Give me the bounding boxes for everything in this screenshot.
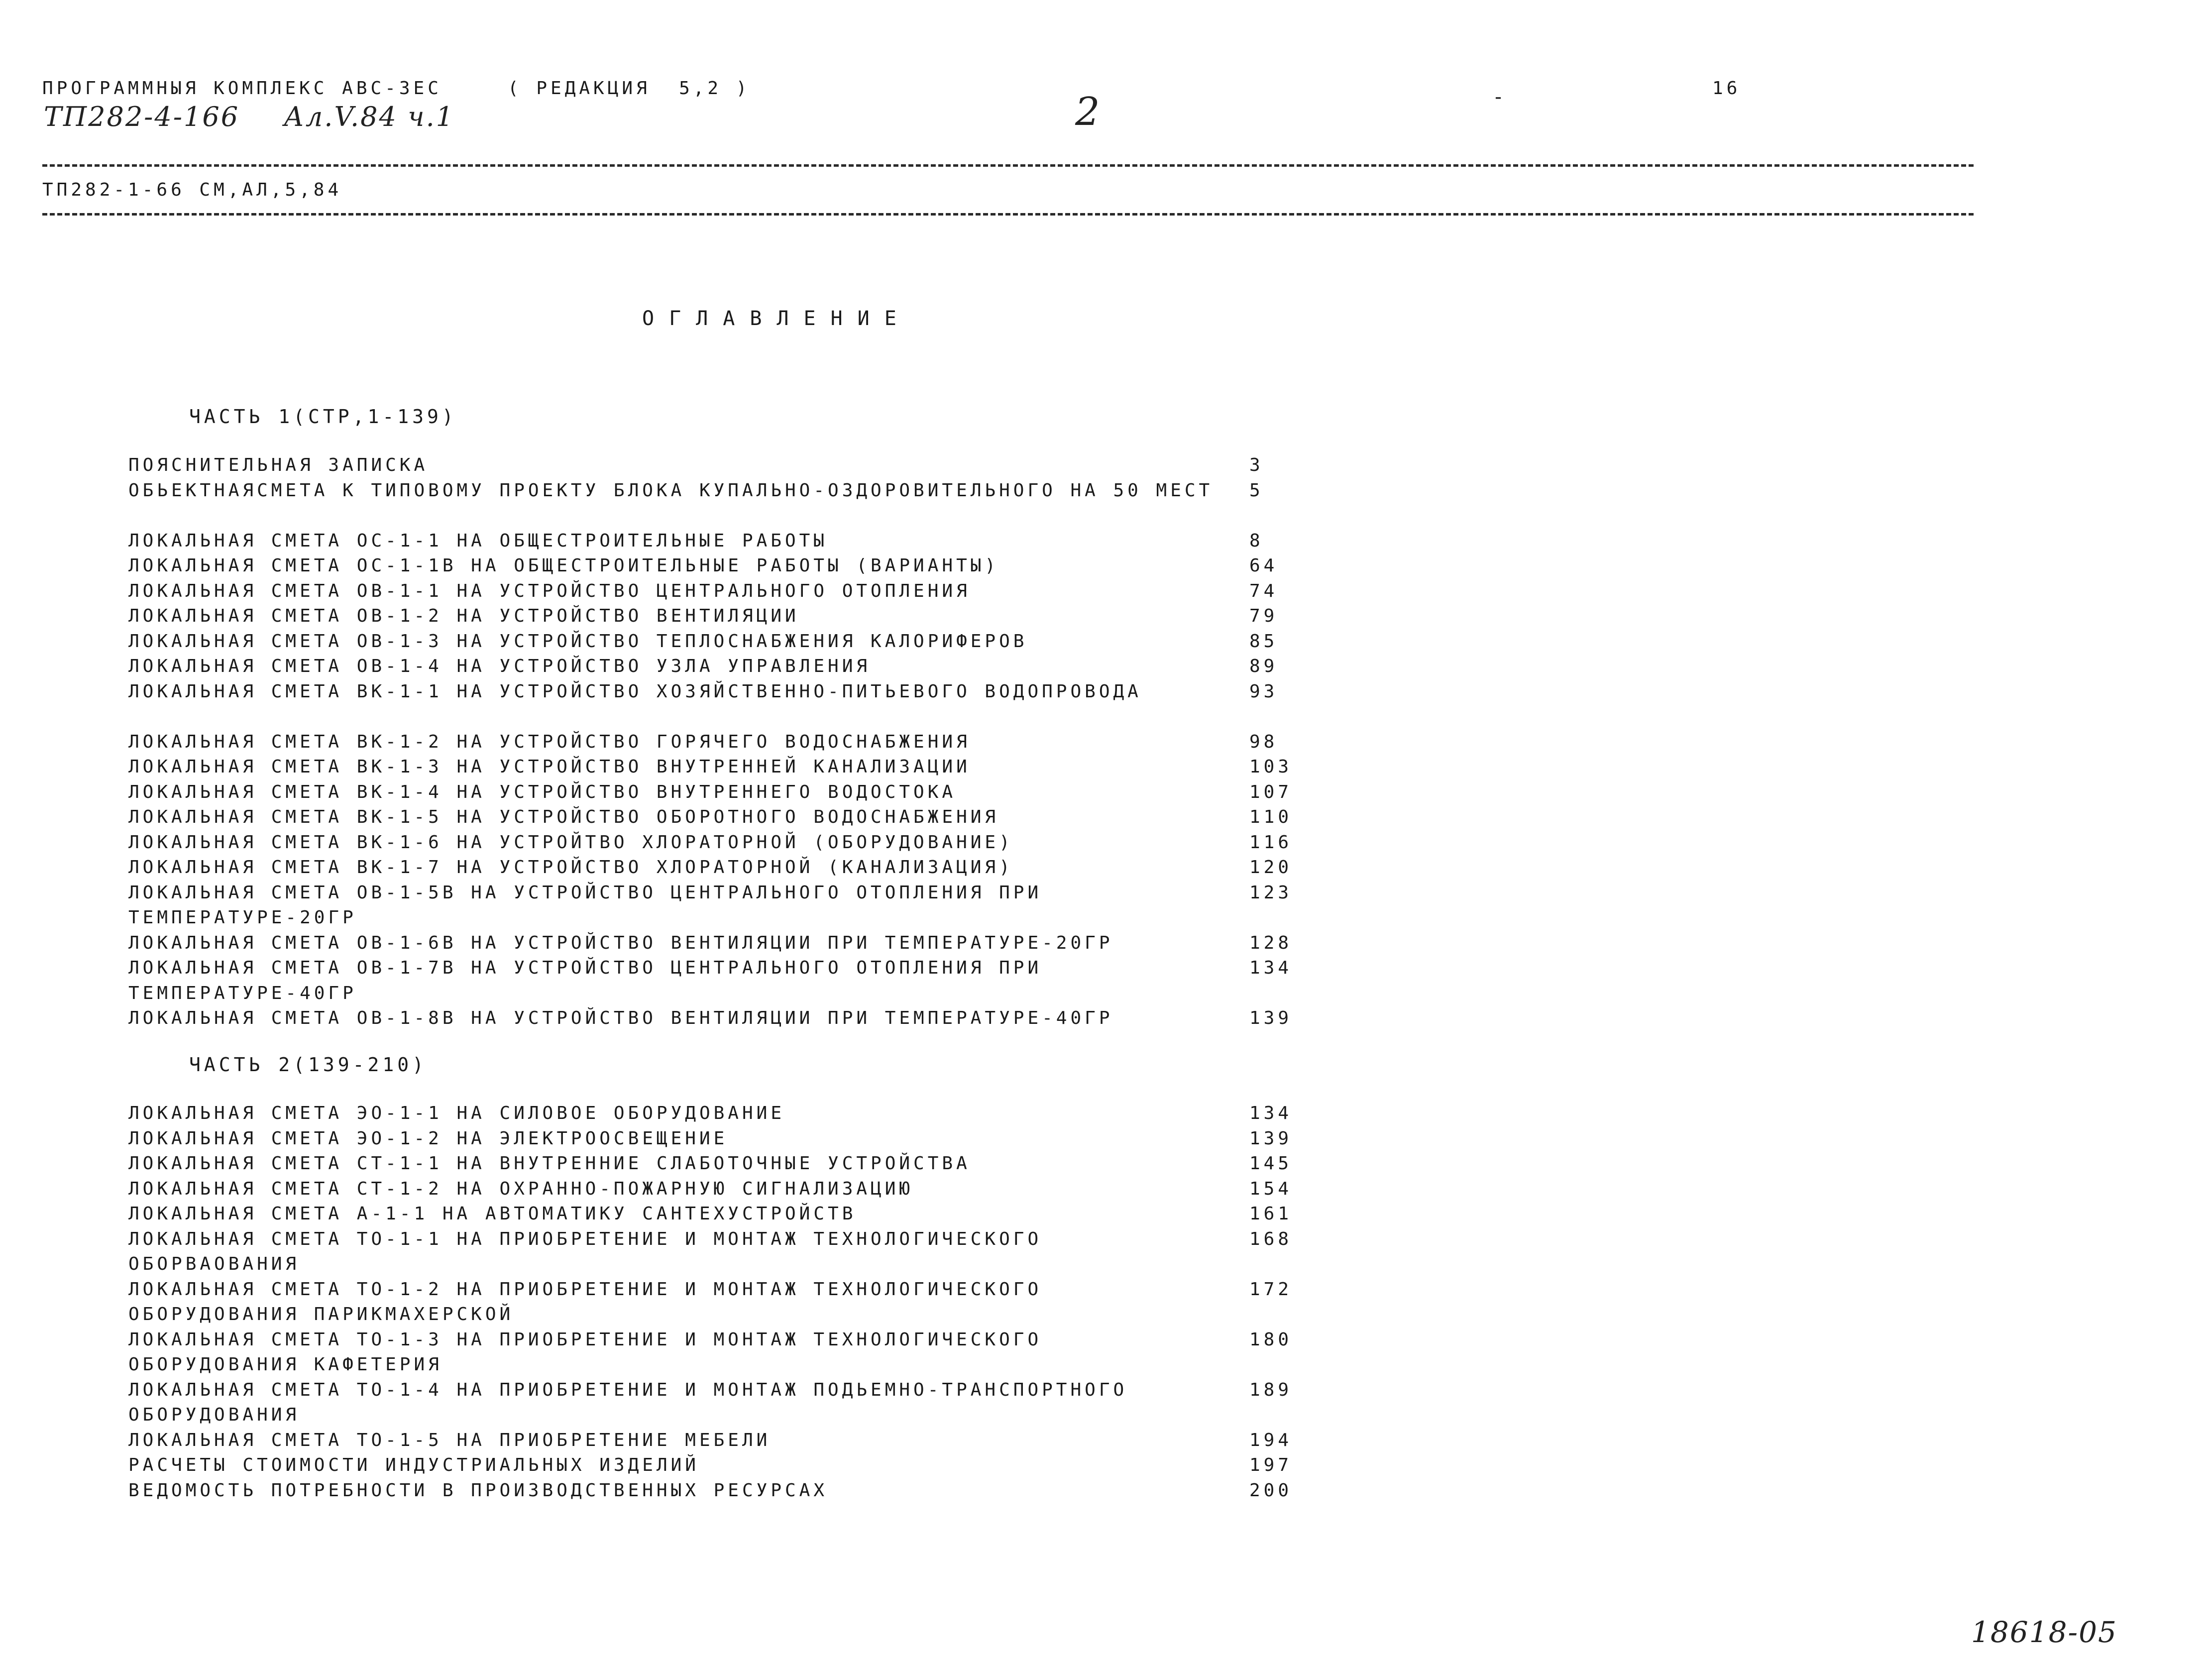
- toc-entry: [128, 629, 1323, 655]
- toc-entry-text: ЛОКАЛЬНАЯ СМЕТА ОС-1-1В НА ОБЩЕСТРОИТЕЛЬНЫЕ РАБОТЫ (ВАРИАНТЫ): [128, 555, 999, 576]
- toc-entry-page: 154: [1249, 1178, 1293, 1199]
- toc-entry: [128, 579, 1323, 604]
- toc-entry: [128, 1151, 1323, 1177]
- toc-entry-text: ЛОКАЛЬНАЯ СМЕТА ЭО-1-1 НА СИЛОВОЕ ОБОРУДОВАНИЕ: [128, 1103, 785, 1123]
- toc-entry-text: ЛОКАЛЬНАЯ СМЕТА ОВ-1-8В НА УСТРОЙСТВО ВЕНТИЛЯЦИИ ПРИ ТЕМПЕРАТУРЕ-40ГР: [128, 1008, 1113, 1028]
- toc-entry-text: ЛОКАЛЬНАЯ СМЕТА ВК-1-2 НА УСТРОЙСТВО ГОРЯЧЕГО ВОДОСНАБЖЕНИЯ: [128, 731, 971, 752]
- toc-entry-text: ЛОКАЛЬНАЯ СМЕТА ОВ-1-1 НА УСТРОЙСТВО ЦЕНТРАЛЬНОГО ОТОПЛЕНИЯ: [128, 580, 971, 601]
- toc-entry-page: 89: [1249, 656, 1278, 676]
- toc-entry-text: ЛОКАЛЬНАЯ СМЕТА А-1-1 НА АВТОМАТИКУ САНТЕХУСТРОЙСТВ: [128, 1204, 857, 1224]
- toc-entry-text: ЛОКАЛЬНАЯ СМЕТА ТО-1-1 НА ПРИОБРЕТЕНИЕ И МОНТАЖ ТЕХНОЛОГИЧЕСКОГО ОБОРВАОВАНИЯ: [128, 1228, 1042, 1274]
- toc-entry: [128, 453, 1323, 478]
- toc-entry-text: ЛОКАЛЬНАЯ СМЕТА ТО-1-4 НА ПРИОБРЕТЕНИЕ И МОНТАЖ ПОДЬЕМНО-ТРАНСПОРТНОГО ОБОРУДОВАНИЯ: [128, 1379, 1128, 1425]
- toc-entry: [128, 755, 1323, 780]
- toc-entry: [128, 780, 1323, 805]
- toc-entry-page: 134: [1249, 958, 1293, 978]
- toc-entry-text: ЛОКАЛЬНАЯ СМЕТА ВК-1-3 НА УСТРОЙСТВО ВНУТРЕННЕЙ КАНАЛИЗАЦИИ: [128, 757, 971, 777]
- toc-entry-text: ЛОКАЛЬНАЯ СМЕТА ЭО-1-2 НА ЭЛЕКТРООСВЕЩЕНИЕ: [128, 1128, 728, 1149]
- separator-rule-bottom: [42, 213, 1974, 216]
- toc-entry-page: 139: [1249, 1008, 1293, 1028]
- toc-entry-page: 98: [1249, 731, 1278, 752]
- part-2-heading: ЧАСТЬ 2(139-210): [189, 1054, 428, 1076]
- toc-entry-page: 85: [1249, 631, 1278, 652]
- toc-entry-page: 107: [1249, 781, 1293, 802]
- toc-entry: [128, 956, 1323, 1006]
- toc-entry: [128, 1202, 1323, 1227]
- toc-entry-text: ЛОКАЛЬНАЯ СМЕТА СТ-1-1 НА ВНУТРЕННИЕ СЛАБОТОЧНЫЕ УСТРОЙСТВА: [128, 1153, 971, 1174]
- toc-entry-text: ЛОКАЛЬНАЯ СМЕТА ВК-1-7 НА УСТРОЙСТВО ХЛОРАТОРНОЙ (КАНАЛИЗАЦИЯ): [128, 857, 1013, 878]
- toc-entry-text: ЛОКАЛЬНАЯ СМЕТА ОВ-1-5В НА УСТРОЙСТВО ЦЕНТРАЛЬНОГО ОТОПЛЕНИЯ ПРИ ТЕМПЕРАТУРЕ-20ГР: [128, 882, 1042, 928]
- toc-entry: [128, 604, 1323, 629]
- toc-entry: [128, 1006, 1323, 1031]
- toc-entry-page: 103: [1249, 757, 1293, 777]
- toc-entry-text: ЛОКАЛЬНАЯ СМЕТА ВК-1-1 НА УСТРОЙСТВО ХОЗЯЙСТВЕННО-ПИТЬЕВОГО ВОДОПРОВОДА: [128, 681, 1142, 702]
- toc-entry-page: 189: [1249, 1379, 1293, 1400]
- toc-entry-page: 161: [1249, 1204, 1293, 1224]
- toc-entry-text: ЛОКАЛЬНАЯ СМЕТА ОВ-1-4 НА УСТРОЙСТВО УЗЛА УПРАВЛЕНИЯ: [128, 656, 871, 676]
- toc-entry-page: 128: [1249, 932, 1293, 953]
- page-number: 16: [1712, 78, 1741, 99]
- toc-entry: [128, 881, 1323, 931]
- toc-entry-text: ЛОКАЛЬНАЯ СМЕТА ОВ-1-7В НА УСТРОЙСТВО ЦЕНТРАЛЬНОГО ОТОПЛЕНИЯ ПРИ ТЕМПЕРАТУРЕ-40ГР: [128, 958, 1042, 1003]
- handwritten-album-ref: Ал.V.84 ч.1: [284, 101, 455, 132]
- toc-entry-text: ЛОКАЛЬНАЯ СМЕТА ОВ-1-2 НА УСТРОЙСТВО ВЕНТИЛЯЦИИ: [128, 606, 799, 626]
- toc-title: ОГЛАВЛЕНИЕ: [642, 307, 911, 330]
- toc-entry-text: ОБЬЕКТНАЯСМЕТА К ТИПОВОМУ ПРОЕКТУ БЛОКА КУПАЛЬНО-ОЗДОРОВИТЕЛЬНОГО НА 50 МЕСТ: [128, 480, 1214, 501]
- toc-entry: [128, 1453, 1323, 1478]
- toc-entry-text: ЛОКАЛЬНАЯ СМЕТА ОВ-1-6В НА УСТРОЙСТВО ВЕНТИЛЯЦИИ ПРИ ТЕМПЕРАТУРЕ-20ГР: [128, 932, 1113, 953]
- toc-entry-page: 134: [1249, 1103, 1293, 1123]
- toc-entry-page: 64: [1249, 555, 1278, 576]
- toc-entry: [128, 553, 1323, 579]
- toc-entry: [128, 1101, 1323, 1126]
- toc-entry-page: 79: [1249, 606, 1278, 626]
- toc-entry-text: ЛОКАЛЬНАЯ СМЕТА ТО-1-3 НА ПРИОБРЕТЕНИЕ И МОНТАЖ ТЕХНОЛОГИЧЕСКОГО ОБОРУДОВАНИЯ КАФЕТЕРИЯ: [128, 1329, 1042, 1375]
- toc-entry-page: 3: [1249, 455, 1264, 475]
- toc-entry: [128, 931, 1323, 956]
- toc-entry-page: 123: [1249, 882, 1293, 903]
- handwritten-project-ref: ТП282-4-166: [44, 101, 240, 132]
- toc-entry-page: 8: [1249, 530, 1264, 551]
- dash-mark: -: [1492, 86, 1508, 109]
- toc-entry: [128, 1277, 1323, 1327]
- toc-entry-page: 145: [1249, 1153, 1293, 1174]
- toc-entry: [128, 1126, 1323, 1152]
- part-2-entries: [128, 1101, 1323, 1503]
- toc-entry-text: ВЕДОМОСТЬ ПОТРЕБНОСТИ В ПРОИЗВОДСТВЕННЫХ РЕСУРСАХ: [128, 1480, 828, 1501]
- program-title: ПРОГРАММНЫЯ КОМПЛЕКС АВС-3ЕС: [42, 78, 442, 99]
- edition-label: ( РЕДАКЦИЯ 5,2 ): [508, 78, 751, 99]
- toc-entry-page: 110: [1249, 807, 1293, 827]
- toc-entry-text: ЛОКАЛЬНАЯ СМЕТА СТ-1-2 НА ОХРАННО-ПОЖАРНУЮ СИГНАЛИЗАЦИЮ: [128, 1178, 914, 1199]
- toc-entry-page: 139: [1249, 1128, 1293, 1149]
- toc-entry: [128, 1478, 1323, 1504]
- toc-entry: [128, 1428, 1323, 1453]
- project-reference: ТП282-1-66 СМ,АЛ,5,84: [42, 180, 342, 200]
- toc-entry-text: ЛОКАЛЬНАЯ СМЕТА ОВ-1-3 НА УСТРОЙСТВО ТЕПЛОСНАБЖЕНИЯ КАЛОРИФЕРОВ: [128, 631, 1028, 652]
- toc-entry: [128, 478, 1323, 529]
- stamp-number: 18618-05: [1971, 1615, 2117, 1649]
- toc-entry-page: 116: [1249, 832, 1293, 853]
- toc-entry-page: 5: [1249, 480, 1264, 501]
- toc-entry: [128, 679, 1323, 730]
- toc-entry: [128, 730, 1323, 755]
- toc-entry: [128, 1177, 1323, 1202]
- part-1-entries: [128, 453, 1323, 1031]
- part-1-heading: ЧАСТЬ 1(СТР,1-139): [189, 406, 457, 428]
- toc-entry-page: 197: [1249, 1455, 1293, 1475]
- toc-entry-page: 200: [1249, 1480, 1293, 1501]
- toc-entry: [128, 1378, 1323, 1428]
- toc-entry-page: 168: [1249, 1228, 1293, 1249]
- toc-entry: [128, 1327, 1323, 1378]
- toc-entry: [128, 830, 1323, 856]
- toc-entry-text: ЛОКАЛЬНАЯ СМЕТА ТО-1-5 НА ПРИОБРЕТЕНИЕ МЕБЕЛИ: [128, 1430, 771, 1450]
- toc-entry-text: ЛОКАЛЬНАЯ СМЕТА ТО-1-2 НА ПРИОБРЕТЕНИЕ И МОНТАЖ ТЕХНОЛОГИЧЕСКОГО ОБОРУДОВАНИЯ ПАРИКМАХЕРСКОЙ: [128, 1279, 1042, 1325]
- toc-entry-text: ЛОКАЛЬНАЯ СМЕТА ВК-1-6 НА УСТРОЙТВО ХЛОРАТОРНОЙ (ОБОРУДОВАНИЕ): [128, 832, 1013, 853]
- toc-entry-text: РАСЧЕТЫ СТОИМОСТИ ИНДУСТРИАЛЬНЫХ ИЗДЕЛИЙ: [128, 1455, 699, 1475]
- separator-rule-top: [42, 164, 1974, 167]
- toc-entry: [128, 529, 1323, 554]
- toc-entry-text: ПОЯСНИТЕЛЬНАЯ ЗАПИСКА: [128, 455, 429, 475]
- toc-entry-text: ЛОКАЛЬНАЯ СМЕТА ВК-1-4 НА УСТРОЙСТВО ВНУТРЕННЕГО ВОДОСТОКА: [128, 781, 957, 802]
- toc-entry-page: 194: [1249, 1430, 1293, 1450]
- handwritten-sheet-number: 2: [1075, 90, 1100, 134]
- toc-entry-page: 172: [1249, 1279, 1293, 1300]
- toc-entry: [128, 654, 1323, 679]
- toc-entry-text: ЛОКАЛЬНАЯ СМЕТА ОС-1-1 НА ОБЩЕСТРОИТЕЛЬНЫЕ РАБОТЫ: [128, 530, 828, 551]
- toc-entry-text: ЛОКАЛЬНАЯ СМЕТА ВК-1-5 НА УСТРОЙСТВО ОБОРОТНОГО ВОДОСНАБЖЕНИЯ: [128, 807, 999, 827]
- toc-entry-page: 74: [1249, 580, 1278, 601]
- toc-entry: [128, 1227, 1323, 1277]
- toc-entry: [128, 805, 1323, 830]
- toc-entry-page: 180: [1249, 1329, 1293, 1350]
- toc-entry: [128, 855, 1323, 881]
- toc-entry-page: 120: [1249, 857, 1293, 878]
- toc-entry-page: 93: [1249, 681, 1278, 702]
